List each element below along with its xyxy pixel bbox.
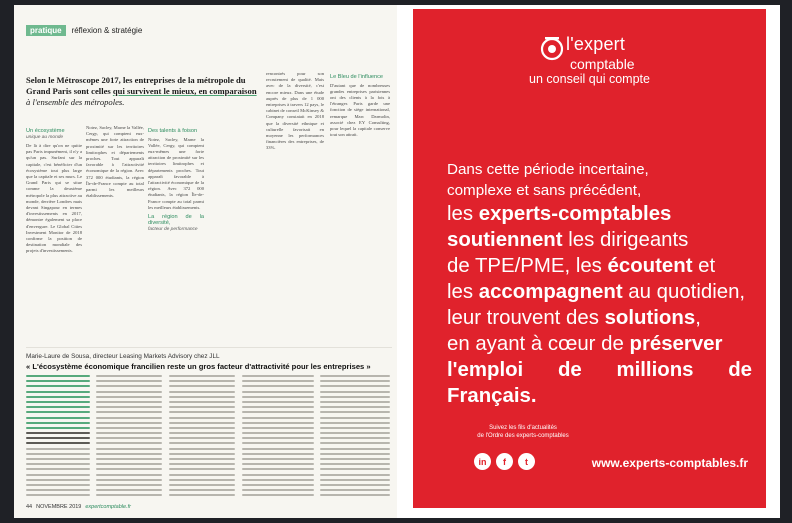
page-number: 44 — [26, 504, 33, 510]
brand-tagline: un conseil qui compte — [529, 72, 650, 86]
subheading-subtitle: facteur de performance — [148, 226, 198, 232]
lead-part-1: Selon le Métroscope 2017, les entreprises de la métropole du Grand Paris sont celles — [26, 75, 246, 96]
article-column-5 — [330, 71, 390, 341]
social-links — [474, 453, 535, 470]
interview-title: « L'écosystème économique francilien reste un gros facteur d'attractivité pour les entreprises » — [26, 362, 371, 371]
advertisement — [413, 9, 766, 508]
interview-column-2 — [96, 375, 162, 500]
article-column-3 — [148, 125, 204, 340]
brand-name-line1: l'expert — [566, 34, 626, 54]
follow-line-2: de l'Ordre des experts-comptables — [477, 433, 569, 439]
article-column-4 — [266, 71, 324, 341]
article-column-2 — [86, 125, 144, 340]
column-text: rencontrés pour son recrutement de qualité. Mais avec de la diversité, c'est encore mieux. Dans une étude auprès de plus de 1 000 entreprises à travers 12 pays, le cabinet de conseil McKinsey & Company constatait en 2018 que la diversité ethnique et culturelle favorisait en moyenne les performances financières des entreprises, de 33%. — [266, 71, 324, 151]
lead-part-2: qui survivent le mieux, en comparaison — [112, 86, 257, 96]
follow-text — [413, 424, 633, 440]
rubric-bar — [14, 23, 146, 37]
column-text: D'autant que de nombreuses grandes entreprises parisiennes ont des clients à la fois à l'étranger. Paris garde une fonction de siège international, remarque Marc Darmolin, associé chez EY Consulting, pour lequel la capitale conserve tout son attrait. — [330, 82, 390, 138]
page-footer — [26, 504, 131, 510]
ad-line-7: leur trouvent des solutions, — [447, 307, 701, 329]
ad-line-2: complexe et sans précédent, — [447, 182, 642, 199]
subheading-subtitle: unique au monde — [26, 134, 64, 140]
facebook-icon[interactable]: f — [496, 453, 513, 470]
column-text: De là à dire qu'on ne quitte pas Paris impunément, il n'y a qu'un pas. Surfant sur la capitale, c'est bénéficier d'un écosystème tout plus large que la capitale et ses murs. Le Grand Paris qui se situe comme la deuxième métropole la plus attractive au monde, derrière Londres mais devant Singapour en termes d'investissements en 2017, démontre également sa place d'envergure. Le Global Cities Investment Monitor de 2018 confirme la position de destination mondiale des projets d'investissements. — [26, 143, 82, 254]
column-text: Notez, Sacley, Marne la Vallée, Cergy, qui comptent eux-mêmes une forte attraction de proximité sur les territoires limitrophes et départements proches. Tout apparaît favorable à l'attractivité économique de la région. Avec 372 000 étudiants, la région Île-de-France compte au total parmi les meilleurs établissements. — [148, 136, 204, 210]
section-divider — [26, 347, 392, 348]
lead-part-3: à l'ensemble des métropoles. — [26, 97, 125, 107]
interview-byline: Marie-Laure de Sousa, directeur Leasing Markets Advisory chez JLL — [26, 353, 220, 360]
column-subheading — [148, 128, 204, 135]
ad-line-3: les experts-comptables — [447, 203, 672, 225]
subheading-title: La région de la diversité, — [148, 213, 204, 227]
ad-line-1: Dans cette période incertaine, — [447, 161, 649, 178]
expert-logo-icon — [540, 35, 564, 61]
subheading-title: Un écosystème — [26, 128, 65, 134]
magazine-brand: expertcomptable.fr — [85, 504, 131, 510]
interview-column-5 — [320, 375, 390, 500]
column-subheading — [148, 214, 204, 234]
brand-logo — [413, 32, 766, 92]
ad-line-6: les accompagnent au quotidien, — [447, 281, 746, 303]
topic-label: réflexion & stratégie — [71, 25, 143, 35]
column-text: Notez, Sacley, Marne la Vallée, Cergy, qui comptent eux-mêmes une forte attraction de proximité sur les territoires limitrophes et départements proches. Tout apparaît favorable à l'attractivité économique de la région. Avec 372 000 étudiants, la région Île-de-France compte au total parmi les meilleurs établissements. — [86, 125, 144, 199]
ad-line-4: soutiennent les dirigeants — [447, 229, 689, 251]
magazine-spread — [14, 5, 780, 518]
ad-message — [447, 159, 752, 409]
article-lead — [26, 75, 261, 108]
linkedin-icon[interactable]: in — [474, 453, 491, 470]
issue-date: NOVEMBRE 2019 — [36, 504, 82, 510]
brand-name-line2: comptable — [570, 56, 635, 72]
interview-column-1 — [26, 375, 90, 500]
twitter-icon[interactable]: t — [518, 453, 535, 470]
section-label: pratique — [26, 25, 66, 36]
column-subheading — [26, 128, 82, 141]
ad-line-8: en ayant à cœur de préserver — [447, 333, 723, 355]
column-subheading — [330, 74, 390, 81]
interview-column-4 — [242, 375, 314, 500]
subheading-title: Des talents à foison — [148, 128, 198, 134]
ad-line-9: l'emploi de millions de Français. — [447, 359, 752, 407]
website-link[interactable]: www.experts-comptables.fr — [591, 456, 748, 470]
ad-line-5: de TPE/PME, les écoutent et — [447, 255, 716, 277]
left-page — [14, 5, 397, 518]
subheading-title: Le Bleu de l'influence — [330, 74, 384, 80]
interview-column-3 — [169, 375, 235, 500]
follow-line-1: Suivez les fils d'actualités — [489, 425, 557, 431]
right-page — [397, 5, 780, 518]
article-column-1 — [26, 125, 82, 340]
